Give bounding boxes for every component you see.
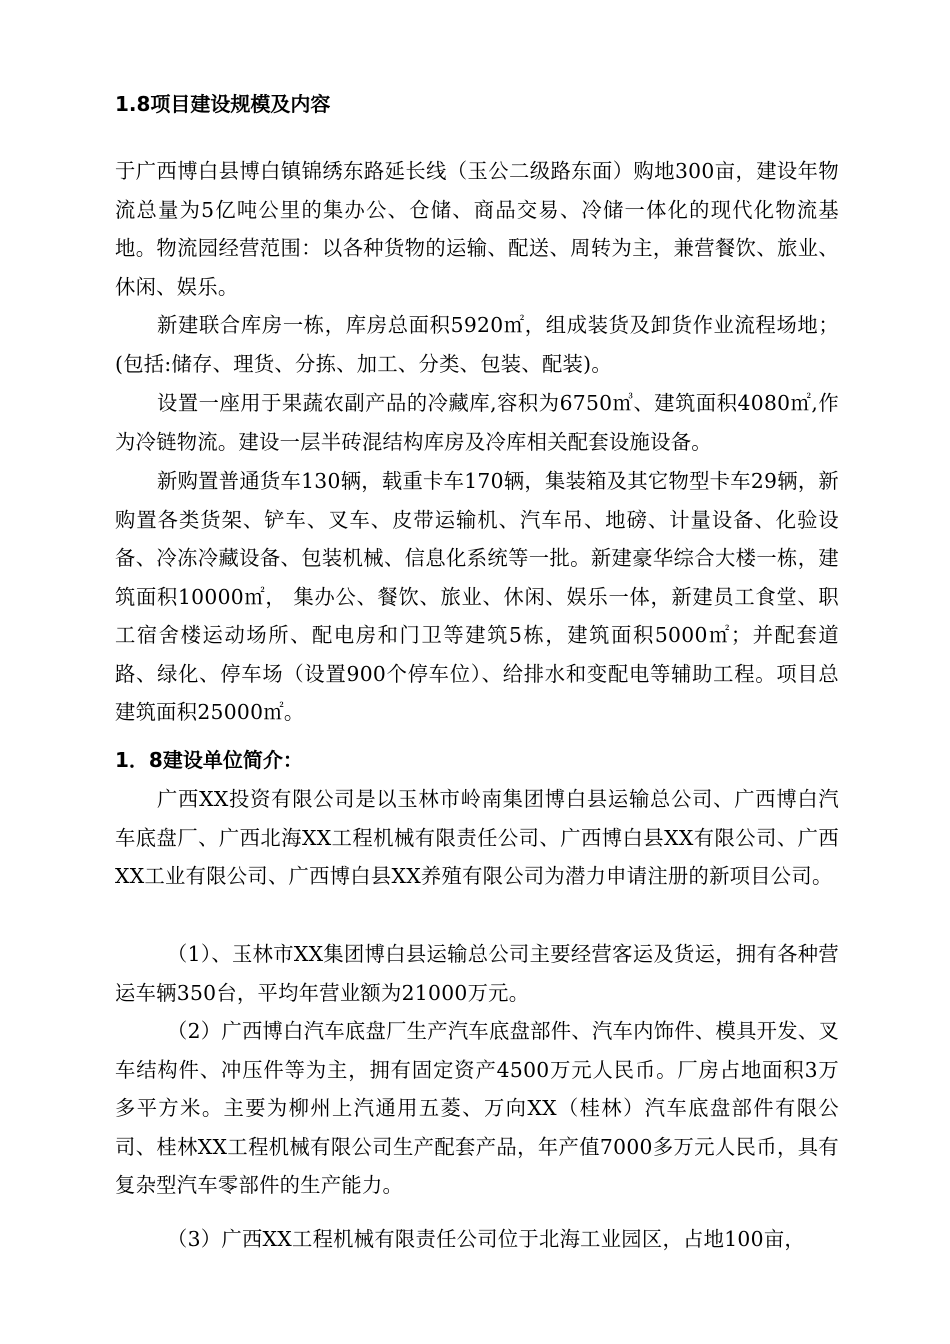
paragraph-cold-storage: 设置一座用于果蔬农副产品的冷藏库,容积为6750㎥、建筑面积4080㎡,作为冷链物流。建设一层半砖混结构库房及冷库相关配套设施设备。 bbox=[115, 391, 839, 454]
paragraph-site: 于广西博白县博白镇锦绣东路延长线（玉公二级路东面）购地300亩，建设年物流总量为5亿吨公里的集办公、仓储、商品交易、冷储一体化的现代化物流基地。物流园经营范围：以各种货物的运输、配送、周转为主，兼营餐饮、旅业、休闲、娱乐。 bbox=[115, 159, 839, 299]
paragraph-vehicles: 新购置普通货车130辆，载重卡车170辆，集装箱及其它物型卡车29辆，新购置各类货架、铲车、叉车、皮带运输机、汽车吊、地磅、计量设备、化验设备、冷冻冷藏设备、包装机械、信息化系统等一批。新建豪华综合大楼一栋，建筑面积10000㎡， 集办公、餐饮、旅业、休闲、娱乐一体，新建员工食堂、职工宿舍楼运动场所、配电房和门卫等建筑5栋，建筑面积5000㎡；并配套道路、绿化、停车场（设置900个停车位）、给排水和变配电等辅助工程。项目总建筑面积25000㎡。 bbox=[115, 469, 839, 724]
paragraph-warehouse: 新建联合库房一栋，库房总面积5920㎡，组成装货及卸货作业流程场地；(包括:储存、理货、分拣、加工、分类、包装、配装)。 bbox=[115, 313, 839, 376]
paragraph-item-3: （3）广西XX工程机械有限责任公司位于北海工业园区，占地100亩， bbox=[167, 1227, 805, 1251]
paragraph-item-1: （1）、玉林市XX集团博白县运输总公司主要经营客运及货运，拥有各种营运车辆350台，平均年营业额为21000万元。 bbox=[115, 942, 839, 1005]
section2-title: 1．8建设单位简介： bbox=[115, 748, 303, 772]
paragraph-company: 广西XX投资有限公司是以玉林市岭南集团博白县运输总公司、广西博白汽车底盘厂、广西北海XX工程机械有限责任公司、广西博白县XX有限公司、广西XX工业有限公司、广西博白县XX养殖有限公司为潜力申请注册的新项目公司。 bbox=[115, 787, 839, 888]
paragraph-item-2: （2）广西博白汽车底盘厂生产汽车底盘部件、汽车内饰件、模具开发、叉车结构件、冲压件等为主，拥有固定资产4500万元人民币。厂房占地面积3万多平方米。主要为柳州上汽通用五菱、万向XX（桂林）汽车底盘部件有限公司、桂林XX工程机械有限公司生产配套产品，年产值7000多万元人民币，具有复杂型汽车零部件的生产能力。 bbox=[115, 1019, 839, 1197]
section-title: 1.8项目建设规模及内容 bbox=[115, 92, 331, 116]
